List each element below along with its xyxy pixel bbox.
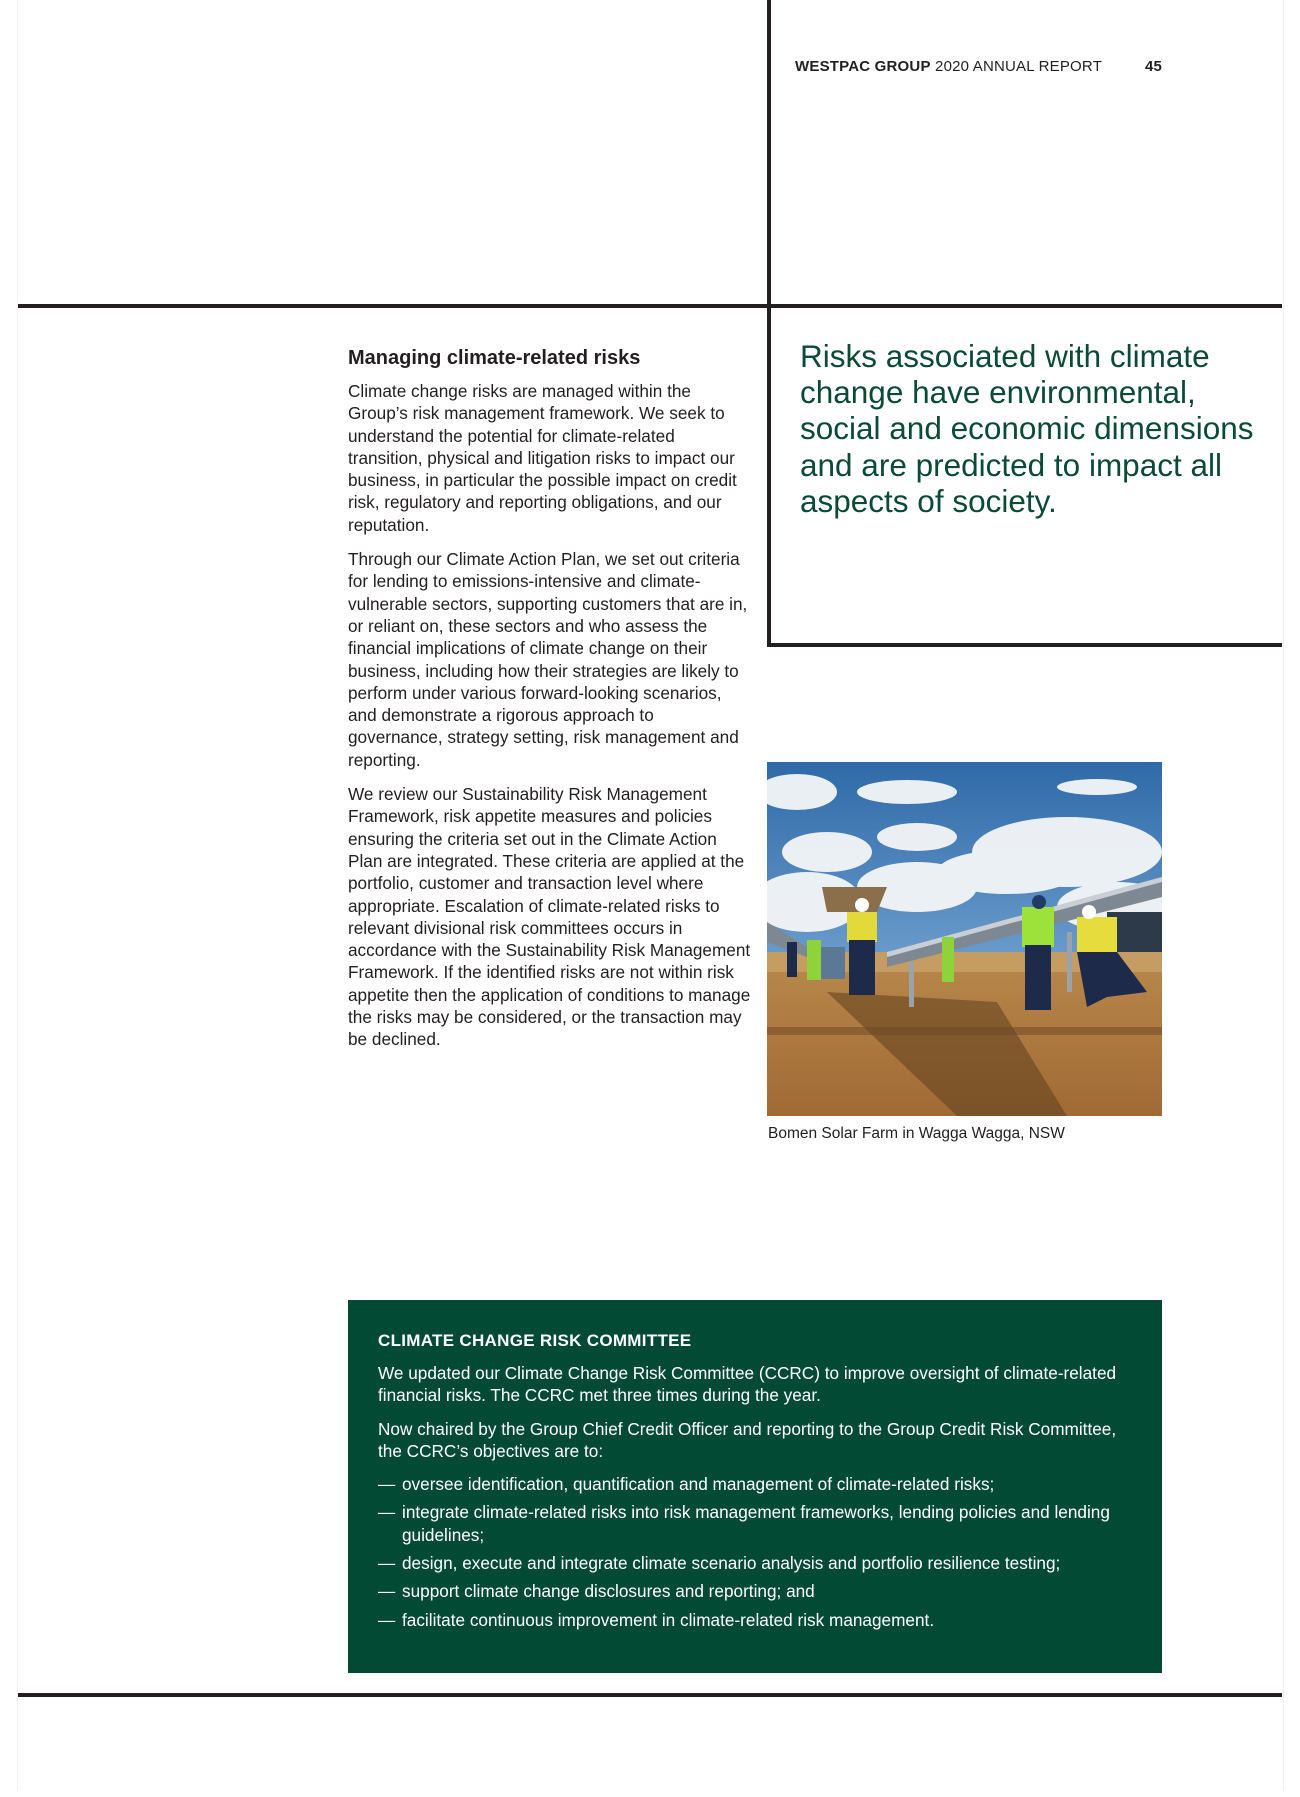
solar-farm-photo xyxy=(767,762,1162,1116)
quote-box-bottom-rule xyxy=(767,643,1282,647)
quote-box-left-rule xyxy=(767,304,771,647)
objectives-list xyxy=(378,1473,1132,1631)
body-paragraph: Through our Climate Action Plan, we set out criteria for lending to emissions-intensive and climate-vulnerable sectors, supporting customers that are in, or reliant on, these sectors and who assess the financial implications of climate change on their business, including how their strategies are likely to perform under various forward-looking scenarios, and demonstrate a rigorous approach to governance, strategy setting, risk management and reporting. xyxy=(348,549,748,770)
objective-item: — design, execute and integrate climate scenario analysis and portfolio resilience testing; xyxy=(378,1553,1061,1574)
objective-item: — integrate climate-related risks into risk management frameworks, lending policies and lending guidelines; xyxy=(378,1502,1110,1545)
body-paragraph: We review our Sustainability Risk Management Framework, risk appetite measures and policies ensuring the criteria set out in the Climate Action Plan are integrated. These criteria are applied at the portfolio, customer and transaction level where appropriate. Escalation of climate-related risks to relevant divisional risk committees occurs in accordance with the Sustainability Risk Management Framework. If the identified risks are not within risk appetite then the application of conditions to manage the risks may be considered, or the transaction may be declined. xyxy=(348,784,751,1050)
page-edge-left xyxy=(17,0,18,1790)
header-report-title: 2020 ANNUAL REPORT xyxy=(935,58,1103,75)
dash-bullet-icon: — xyxy=(378,1474,396,1495)
photo-caption: Bomen Solar Farm in Wagga Wagga, NSW xyxy=(768,1125,1065,1142)
dash-bullet-icon: — xyxy=(378,1502,396,1523)
committee-paragraph: Now chaired by the Group Chief Credit Officer and reporting to the Group Credit Risk Committee, the CCRC’s objectives are to: xyxy=(378,1418,1117,1461)
committee-paragraph: We updated our Climate Change Risk Committee (CCRC) to improve oversight of climate-related financial risks. The CCRC met three times during the year. xyxy=(378,1363,1117,1406)
objective-item: — support climate change disclosures and reporting; and xyxy=(378,1581,815,1602)
pull-quote: Risks associated with climate change have environmental, social and economic dimensions and are predicted to impact all aspects of society. xyxy=(800,338,1254,519)
committee-heading: CLIMATE CHANGE RISK COMMITTEE xyxy=(378,1331,692,1350)
dash-bullet-icon: — xyxy=(378,1581,396,1602)
horizontal-rule-top xyxy=(18,304,1282,308)
main-column xyxy=(348,346,753,1063)
objective-item: — oversee identification, quantification and management of climate-related risks; xyxy=(378,1474,995,1495)
page-edge-right xyxy=(1283,0,1284,1790)
vertical-rule-top xyxy=(767,0,771,308)
committee-callout-box xyxy=(348,1300,1162,1673)
objective-item: — facilitate continuous improvement in climate-related risk management. xyxy=(378,1609,935,1630)
running-header xyxy=(795,58,1163,75)
dash-bullet-icon: — xyxy=(378,1609,396,1630)
dash-bullet-icon: — xyxy=(378,1553,396,1574)
section-heading: Managing climate-related risks xyxy=(348,347,641,369)
horizontal-rule-bottom xyxy=(18,1693,1282,1697)
body-paragraph: Climate change risks are managed within the Group’s risk management framework. We seek to understand the potential for climate-related transition, physical and litigation risks to impact our business, in particular the possible impact on credit risk, regulatory and reporting obligations, and our reputation. xyxy=(348,381,737,535)
page-number: 45 xyxy=(1145,58,1163,75)
header-brand: WESTPAC GROUP xyxy=(795,58,931,75)
